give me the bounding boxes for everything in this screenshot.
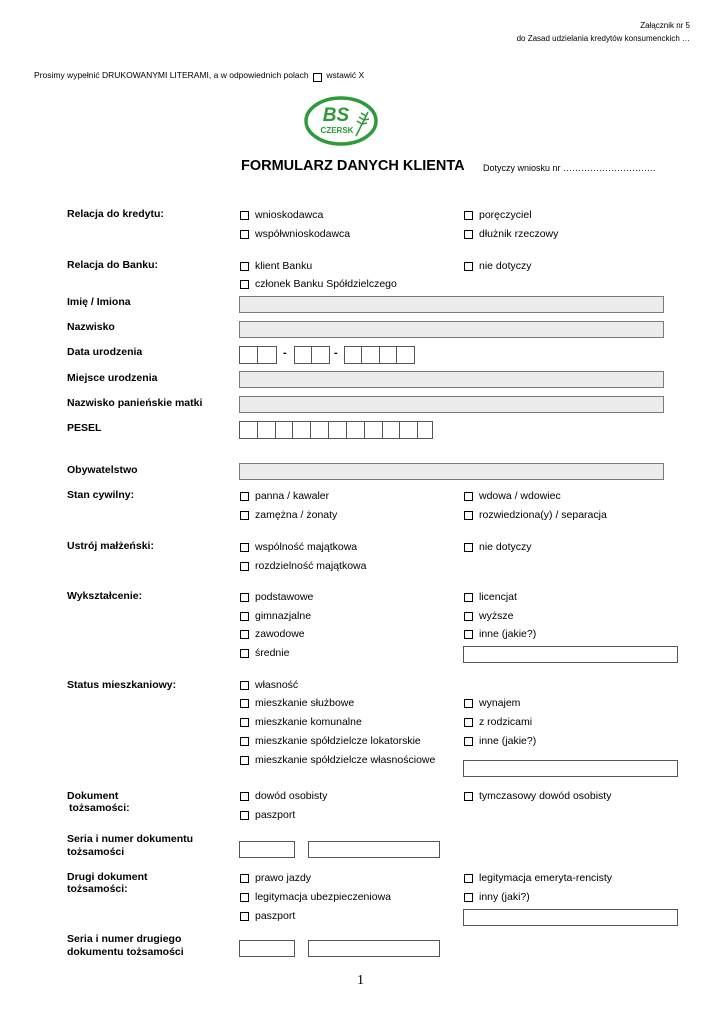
label-relacja-kredytu: Relacja do kredytu: [67,208,164,220]
doc-number-field[interactable] [308,841,440,858]
application-number-line: Dotyczy wniosku nr …………………………. [483,163,656,173]
checkbox[interactable] [464,543,473,552]
option-label: klient Banku [255,260,313,272]
option-label: wyższe [479,610,514,622]
checkbox[interactable] [240,612,249,621]
option-label: nie dotyczy [479,541,532,553]
checkbox[interactable] [240,699,249,708]
inne-status-field[interactable] [463,760,678,777]
checkbox[interactable] [464,230,473,239]
option-label: członek Banku Spółdzielczego [255,278,397,290]
checkbox[interactable] [464,792,473,801]
obywatelstwo-field[interactable] [239,463,664,480]
checkbox[interactable] [464,718,473,727]
option-label: zawodowe [255,628,305,640]
option-label: wspólność majątkowa [255,541,358,553]
option-label: paszport [255,910,296,922]
doc2-series-field[interactable] [239,940,295,957]
label-obywatelstwo: Obywatelstwo [67,464,138,476]
page-number: 1 [357,973,364,988]
checkbox[interactable] [464,593,473,602]
checkbox[interactable] [240,211,249,220]
checkbox[interactable] [240,737,249,746]
inny-dokument-field[interactable] [463,909,678,926]
checkbox[interactable] [464,699,473,708]
option-label: prawo jazdy [255,872,312,884]
option-label: wynajem [479,697,521,709]
option-label: dłużnik rzeczowy [479,228,559,240]
sample-checkbox [313,73,322,82]
doc-series-field[interactable] [239,841,295,858]
checkbox[interactable] [464,630,473,639]
checkbox[interactable] [240,874,249,883]
checkbox[interactable] [464,211,473,220]
birth-month-field[interactable] [294,346,330,364]
checkbox[interactable] [240,649,249,658]
checkbox[interactable] [240,756,249,765]
option-label: poręczyciel [479,209,532,221]
checkbox[interactable] [240,630,249,639]
label-miejsce-urodzenia: Miejsce urodzenia [67,372,158,384]
label-wyksztalcenie: Wykształcenie: [67,590,143,602]
option-label: mieszkanie służbowe [255,697,355,709]
option-label: własność [255,679,299,691]
label-nazwisko: Nazwisko [67,321,115,333]
miejsce-urodzenia-field[interactable] [239,371,664,388]
option-label: nie dotyczy [479,260,532,272]
date-separator: - [334,347,338,359]
option-label: inne (jakie?) [479,628,537,640]
label-seria-drugiego-cont: dokumentu tożsamości [67,946,184,958]
bank-logo [304,96,378,146]
option-label: średnie [255,647,290,659]
checkbox[interactable] [464,511,473,520]
option-label: wdowa / wdowiec [479,490,561,502]
checkbox[interactable] [240,562,249,571]
nazwisko-panienskie-field[interactable] [239,396,664,413]
checkbox[interactable] [240,280,249,289]
checkbox[interactable] [464,612,473,621]
checkbox[interactable] [240,811,249,820]
option-label: inny (jaki?) [479,891,530,903]
label-status-mieszkaniowy: Status mieszkaniowy: [67,679,177,691]
checkbox[interactable] [464,874,473,883]
checkbox[interactable] [240,511,249,520]
option-label: paszport [255,809,296,821]
birth-year-field[interactable] [344,346,415,364]
form-title: FORMULARZ DANYCH KLIENTA [241,158,465,174]
checkbox[interactable] [240,893,249,902]
option-label: legitymacja emeryta-rencisty [479,872,613,884]
pesel-field[interactable] [239,421,433,439]
logo-text-bs: BS [322,105,350,126]
date-separator: - [283,347,287,359]
option-label: gimnazjalne [255,610,312,622]
instruction-text-end: wstawić X [326,70,365,80]
checkbox[interactable] [240,681,249,690]
label-relacja-banku: Relacja do Banku: [67,259,159,271]
option-label: rozwiedziona(y) / separacja [479,509,607,521]
option-label: z rodzicami [479,716,533,728]
label-seria-cont: tożsamości [67,846,125,858]
option-label: licencjat [479,591,517,603]
option-label: mieszkanie spółdzielcze lokatorskie [255,735,421,747]
label-stan-cywilny: Stan cywilny: [67,489,135,501]
wheat-icon [356,112,369,136]
checkbox[interactable] [240,492,249,501]
option-label: tymczasowy dowód osobisty [479,790,612,802]
inne-wyksztalcenie-field[interactable] [463,646,678,663]
attachment-number: Załącznik nr 5 [640,21,690,30]
label-drugi-dokument: Drugi dokument [67,871,148,883]
imie-field[interactable] [239,296,664,313]
doc2-number-field[interactable] [308,940,440,957]
label-seria: Seria i numer dokumentu [67,833,194,845]
checkbox[interactable] [240,593,249,602]
label-dokument: Dokument [67,790,119,802]
option-label: podstawowe [255,591,314,603]
option-label: legitymacja ubezpieczeniowa [255,891,391,903]
option-label: wnioskodawca [255,209,324,221]
option-label: rozdzielność majątkowa [255,560,367,572]
checkbox[interactable] [240,543,249,552]
checkbox[interactable] [464,262,473,271]
birth-day-field[interactable] [239,346,277,364]
label-data-urodzenia: Data urodzenia [67,346,143,358]
option-label: panna / kawaler [255,490,330,502]
option-label: mieszkanie spółdzielcze własnościowe [255,754,436,766]
label-dokument-cont: tożsamości: [69,802,130,814]
checkbox[interactable] [240,230,249,239]
checkbox[interactable] [240,262,249,271]
label-nazwisko-panienskie: Nazwisko panieńskie matki [67,397,203,409]
checkbox[interactable] [240,912,249,921]
label-ustroj: Ustrój małżeński: [67,540,154,552]
checkbox[interactable] [464,737,473,746]
nazwisko-field[interactable] [239,321,664,338]
option-label: zamężna / żonaty [255,509,338,521]
checkbox[interactable] [240,718,249,727]
fill-instruction [34,70,364,80]
option-label: mieszkanie komunalne [255,716,362,728]
checkbox[interactable] [464,893,473,902]
label-imie: Imię / Imiona [67,296,131,308]
label-seria-drugiego: Seria i numer drugiego [67,933,182,945]
label-drugi-dokument-cont: tożsamości: [67,883,128,895]
option-label: współwnioskodawca [255,228,351,240]
label-pesel: PESEL [67,422,102,434]
option-label: dowód osobisty [255,790,328,802]
logo-text-czersk: CZERSK [320,126,354,135]
instruction-text: Prosimy wypełnić DRUKOWANYMI LITERAMI, a w odpowiednich polach [34,70,309,80]
option-label: inne (jakie?) [479,735,537,747]
checkbox[interactable] [464,492,473,501]
checkbox[interactable] [240,792,249,801]
attachment-description: do Zasad udzielania kredytów konsumenckich … [516,34,690,43]
